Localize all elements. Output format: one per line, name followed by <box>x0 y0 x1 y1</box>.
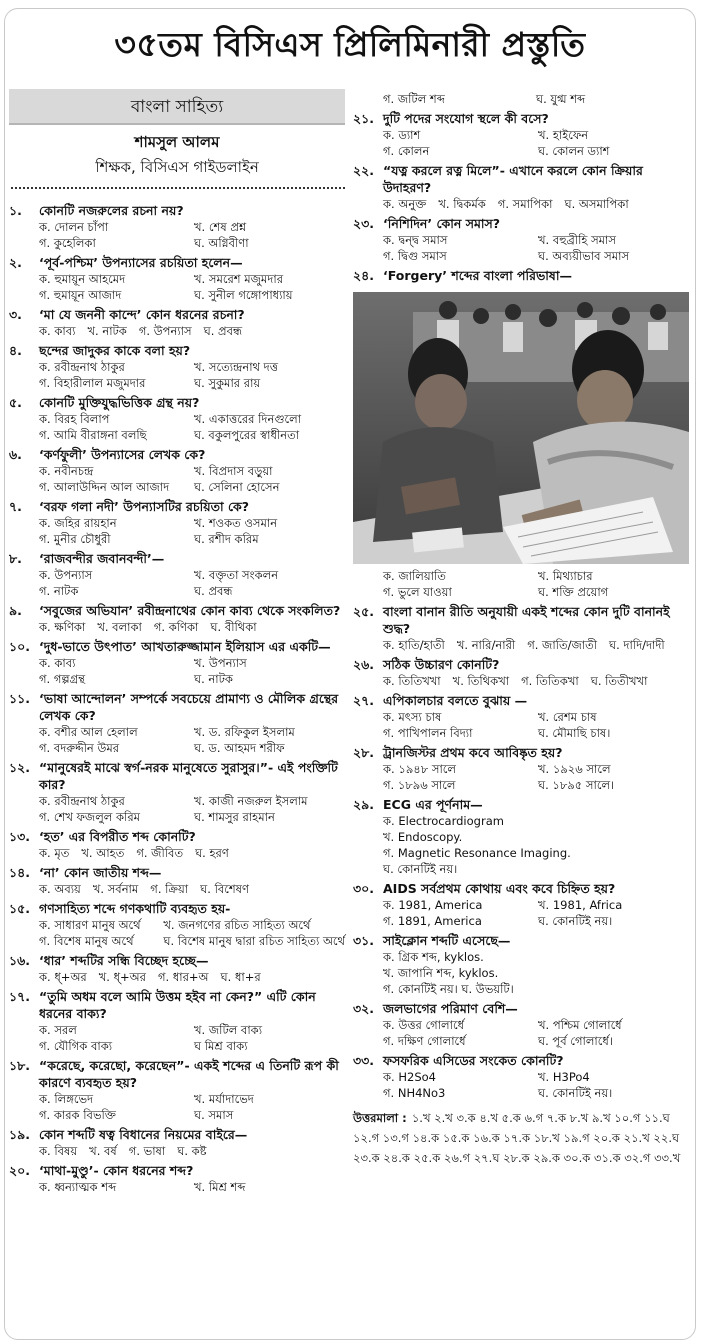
question-number: ১৭. <box>9 989 30 1004</box>
option: ঘ. যুগ্ম শব্দ <box>536 92 586 106</box>
option: খ. নাটক <box>87 324 127 338</box>
options-group <box>383 813 689 877</box>
option: ক. মৎস্য চাষ <box>383 710 442 724</box>
answer-key <box>353 1107 689 1167</box>
option: গ. দক্ষিণ গোলার্ধে <box>383 1034 466 1048</box>
question-group-b <box>353 603 689 1101</box>
question-number: ১. <box>9 203 22 218</box>
option: গ. ক্রিয়া <box>150 882 189 896</box>
options-group <box>39 793 345 825</box>
option: ঘ. প্রবন্ধ <box>194 584 233 598</box>
option: ক. বশীর আল হেলাল <box>39 725 138 739</box>
question-number: ১৩. <box>9 829 30 844</box>
question-number: ২. <box>9 255 22 270</box>
option: খ. রেশম চাষ <box>538 710 597 724</box>
option: ঘ. বীথিকা <box>210 620 257 634</box>
options-group <box>39 463 345 495</box>
option: গ. Magnetic Resonance Imaging. <box>383 846 571 860</box>
options-group <box>383 949 689 997</box>
option: খ. হাইফেন <box>538 128 589 142</box>
question-number: ৯. <box>9 603 22 618</box>
question-item <box>9 394 345 443</box>
option: ক. ক্ষণিকা <box>39 620 86 634</box>
question-item <box>353 692 689 741</box>
question-number: ৩০. <box>353 881 375 896</box>
option: ক. বিরহ বিলাপ <box>39 412 110 426</box>
option: খ. দ্বিকর্মক <box>438 197 486 211</box>
question-item <box>9 254 345 303</box>
question-number: ৩. <box>9 307 22 322</box>
option: ঘ. সুকুমার রায় <box>194 376 261 390</box>
option: গ. জটিল শব্দ <box>383 92 445 106</box>
option: ক. ১৯৪৮ সালে <box>383 762 456 776</box>
question-item <box>9 638 345 687</box>
options-group <box>39 917 345 949</box>
question-number: ৭. <box>9 499 22 514</box>
option: ক. মৃত <box>39 846 70 860</box>
options-group <box>383 127 689 159</box>
option: গ. কণিকা <box>153 620 199 634</box>
options-group <box>39 411 345 443</box>
option: ক. ড্যাশ <box>383 128 421 142</box>
question-item <box>9 498 345 547</box>
question-number: ১২. <box>9 760 30 775</box>
question-item <box>9 446 345 495</box>
option: খ. সর্বনাম <box>92 882 139 896</box>
question-item <box>9 864 345 897</box>
question-text: বাংলা বানান রীতি অনুযায়ী একই শব্দের কোন দুটি বানানই শুদ্ধ? <box>383 604 670 636</box>
option: ঘ. কোলন ড্যাশ <box>538 144 610 158</box>
question-item <box>353 1052 689 1101</box>
question-number: ২০. <box>9 1163 31 1178</box>
option: গ. দ্বিগু সমাস <box>383 249 447 263</box>
question-number: ২৫. <box>353 604 374 619</box>
question-item <box>353 932 689 997</box>
option: ঘ. তিতীখখা <box>590 674 648 688</box>
option: ঘ. ধা+র <box>220 970 261 984</box>
option: খ. শওকত ওসমান <box>194 516 278 530</box>
option: ক. কাব্য <box>39 656 76 670</box>
option: গ. শেখ ফজলুল করিম <box>39 810 141 824</box>
option: ক. গ্রিক শব্দ, kyklos. <box>383 950 484 964</box>
question-item <box>9 759 345 825</box>
option: খ. ১৯২৬ সালে <box>538 762 611 776</box>
option: ঘ. নাটক <box>194 672 233 686</box>
option: গ. জীবিত <box>136 846 184 860</box>
option: ঘ. অগ্নিবীণা <box>194 236 249 250</box>
option: খ. তিথিকখা <box>452 674 510 688</box>
option: খ. বহুব্রীহি সমাস <box>538 233 616 247</box>
question-number: ১৫. <box>9 901 30 916</box>
option: গ. জাতি/জাতী <box>527 638 598 652</box>
option: ক. 1981, America <box>383 898 483 912</box>
question-text: ‘কর্ণফুলী’ উপন্যাসের লেখক কে? <box>39 447 206 462</box>
option: গ. পাখিপালন বিদ্যা <box>383 726 473 740</box>
options-group <box>39 655 345 687</box>
question-number: ২৬. <box>353 657 375 672</box>
question-text: ‘মা যে জননী কান্দে’ কোন ধরনের রচনা? <box>39 307 245 322</box>
option: ঘ. বিশেষণ <box>200 882 249 896</box>
answer-key-label: উত্তরমালা : <box>353 1111 407 1125</box>
question-text: এপিকালচার বলতে বুঝায় — <box>383 693 528 708</box>
option: গ. নাটক <box>39 584 79 598</box>
question-item <box>353 267 689 284</box>
option: ঘ. মৌমাছি চাষ। <box>538 726 611 740</box>
question-text: সাইক্লোন শব্দটি এসেছে— <box>383 933 511 948</box>
option: ক. দোলন চাঁপা <box>39 220 109 234</box>
option: ক. সরল <box>39 1023 77 1037</box>
option: গ. ১৮৯৬ সালে <box>383 778 456 792</box>
question-number: ২১. <box>353 111 374 126</box>
question-item <box>9 1126 345 1159</box>
question-text: ‘মাথা-মুণ্ডু’- কোন ধরনের শব্দ? <box>39 1163 194 1178</box>
option: খ. মিথ্যাচার <box>538 569 593 583</box>
option: গ. কুহেলিকা <box>39 236 96 250</box>
option: খ. নারি/নারী <box>456 638 516 652</box>
question-item <box>9 1057 345 1123</box>
options-group <box>383 897 689 929</box>
option: খ. জাপানি শব্দ, kyklos. <box>383 966 499 980</box>
options-group <box>383 1069 689 1101</box>
question-number: ৬. <box>9 447 22 462</box>
option: ঘ. কোনটিই নয়। <box>383 862 458 876</box>
option: খ. 1981, Africa <box>538 898 623 912</box>
option: ক. হাতি/হাতী <box>383 638 445 652</box>
option: ঘ. বকুলপুরের স্বাধীনতা <box>194 428 300 442</box>
option: ক. অনুক্ত <box>383 197 427 211</box>
option: ক. বিষয় <box>39 1144 78 1158</box>
option: ঘ. শক্তি প্রয়োগ <box>538 585 609 599</box>
option: ঘ. ১৮৯৫ সালে। <box>538 778 615 792</box>
option: ঘ. প্রবন্ধ <box>203 324 243 338</box>
exam-hall-photo <box>353 292 689 564</box>
option: গ. যৌগিক বাক্য <box>39 1039 113 1053</box>
option: খ. মর্যাদাভেদ <box>194 1092 254 1106</box>
option: খ. Endoscopy. <box>383 830 463 844</box>
question-number: ১৮. <box>9 1058 30 1073</box>
options-group <box>39 1091 345 1123</box>
options-group <box>39 1143 345 1159</box>
option: খ. পশ্চিম গোলার্ধে <box>538 1018 622 1032</box>
option: গ. 1891, America <box>383 914 482 928</box>
question-number: ২৭. <box>353 693 375 708</box>
option: ঘ. সমাস <box>194 1108 234 1122</box>
option: ক. ধ্+অর <box>39 970 87 984</box>
option: ঘ. ড. আহমদ শরীফ <box>194 741 285 755</box>
question-text: ‘না’ কোন জাতীয় শব্দ— <box>39 865 162 880</box>
question-text: কোন শব্দটি ষত্ব বিধানের নিয়মের বাইরে— <box>39 1127 248 1142</box>
option: ঘ. পূর্ব গোলার্ধে। <box>538 1034 613 1048</box>
option: ঘ. অসমাপিকা <box>564 197 629 211</box>
question-item <box>353 880 689 929</box>
question-number: ২৩. <box>353 216 375 231</box>
option: ক. কাব্য <box>39 324 76 338</box>
answer-key-text: ১.খ ২.খ ৩.ক ৪.খ ৫.ক ৬.গ ৭.ক ৮.খ ৯.খ ১০.গ ১১.ঘ ১২.গ ১৩.গ ১৪.ক ১৫.ক ১৬.ক ১৭.ক ১৮.খ ১৯.গ ২০.ক ২১.খ ২২.ঘ ২৩.ক ২৪.ক ২৫.ক ২৬.গ ২৭.ঘ ২৮.ক ২৯.ক ৩০.ক ৩১.ক ৩২.গ ৩৩.খ <box>353 1111 681 1165</box>
option: খ. সমরেশ মজুমদার <box>194 272 284 286</box>
question-item <box>9 202 345 251</box>
option: ক. জালিয়াতি <box>383 569 446 583</box>
option: খ. আহত <box>81 846 125 860</box>
question-item <box>353 796 689 877</box>
options-group <box>39 323 345 339</box>
option: গ. NH4No3 <box>383 1086 446 1100</box>
option: গ. বিহারীলাল মজুমদার <box>39 376 146 390</box>
question-item <box>9 690 345 756</box>
question-text: ‘সবুজের অভিযান’ রবীন্দ্রনাথের কোন কাব্য থেকে সংকলিত? <box>39 603 341 618</box>
question-item <box>353 744 689 793</box>
option: গ. হুমায়ূন আজাদ <box>39 288 122 302</box>
question-number: ৮. <box>9 551 22 566</box>
question-number: ২২. <box>353 163 375 178</box>
option: ঘ. সেলিনা হোসেন <box>194 480 280 494</box>
question-number: ৪. <box>9 343 22 358</box>
options-group <box>39 515 345 547</box>
question-item <box>353 1000 689 1049</box>
options-group <box>383 761 689 793</box>
options-group <box>39 845 345 861</box>
options-group <box>39 359 345 391</box>
option: গ. বিশেষ মানুষ অর্থে <box>39 934 134 948</box>
question-item <box>9 900 345 949</box>
option: গ. আমি বীরাঙ্গনা বলছি <box>39 428 147 442</box>
option: ঘ মিশ্র বাক্য <box>194 1039 248 1053</box>
option: ক. রবীন্দ্রনাথ ঠাকুর <box>39 360 125 374</box>
question-item <box>9 988 345 1054</box>
question-number: ২৯. <box>353 797 374 812</box>
option: ক. দ্বন্দ্ব সমাস <box>383 233 448 247</box>
option: ঘ. অব্যয়ীভাব সমাস <box>538 249 630 263</box>
question-text: ‘হত’ এর বিপরীত শব্দ কোনটি? <box>39 829 196 844</box>
option: ক. অব্যয় <box>39 882 81 896</box>
option: খ. মিশ্র শব্দ <box>194 1180 246 1194</box>
question-text: “তুমি অধম বলে আমি উত্তম হইব না কেন?” এটি কোন ধরনের বাক্য? <box>39 989 316 1021</box>
question-number: ১৯. <box>9 1127 30 1142</box>
option: ঘ. দাদি/দাদী <box>609 638 665 652</box>
dotted-divider <box>11 187 345 189</box>
option: খ. H3Po4 <box>538 1070 590 1084</box>
option: খ. কাজী নজরুল ইসলাম <box>194 794 308 808</box>
author-role: শিক্ষক, বিসিএস গাইডলাইন <box>95 158 259 176</box>
options-group <box>383 637 689 653</box>
option: খ. উপন্যাস <box>194 656 247 670</box>
question-item <box>9 306 345 339</box>
option: ঘ. কষ্ট <box>177 1144 207 1158</box>
option: খ. শেষ প্রশ্ন <box>194 220 247 234</box>
option: গ. ভাষা <box>128 1144 166 1158</box>
option: ঘ. শামসুর রাহমান <box>194 810 275 824</box>
question-text: ছন্দের জাদুকর কাকে বলা হয়? <box>39 343 191 358</box>
options-group <box>383 673 689 689</box>
option: ক. H2So4 <box>383 1070 436 1084</box>
question-number: ৩২. <box>353 1001 375 1016</box>
question-number: ২৮. <box>353 745 374 760</box>
option: ক. উপন্যাস <box>39 568 93 582</box>
option: খ. বর্ষ <box>89 1144 117 1158</box>
option: গ. কারক বিভক্তি <box>39 1108 116 1122</box>
right-column <box>353 91 689 1167</box>
options-group <box>383 232 689 264</box>
option: খ. বলাকা <box>97 620 142 634</box>
option: খ. সত্যেন্দ্রনাথ দত্ত <box>194 360 278 374</box>
options-group <box>39 881 345 897</box>
option: খ. একাত্তরের দিনগুলো <box>194 412 302 426</box>
option: খ. ধ্+অর <box>98 970 146 984</box>
option: গ. কোলন <box>383 144 430 158</box>
option: গ. ভুলে যাওয়া <box>383 585 452 599</box>
question-number: ৩৩. <box>353 1053 375 1068</box>
options-group <box>39 619 345 635</box>
question-text: “যত্ন করলে রত্ন মিলে”- এখানে করলে কোন ক্রিয়ার উদাহরণ? <box>383 163 643 195</box>
option: ক. লিঙ্গভেদ <box>39 1092 94 1106</box>
question-item <box>9 828 345 861</box>
page-title: ৩৫তম বিসিএস প্রিলিমিনারী প্রস্তুতি <box>114 25 586 64</box>
options-group <box>39 724 345 756</box>
option: গ. মুনীর চৌধুরী <box>39 532 111 546</box>
option: ঘ. সুনীল গঙ্গোপাধ্যায় <box>194 288 293 302</box>
option: ক. রবীন্দ্রনাথ ঠাকুর <box>39 794 125 808</box>
option: গ. সমাপিকা <box>497 197 553 211</box>
question-text: AIDS সর্বপ্রথম কোথায় এবং কবে চিহ্নিত হয়? <box>383 881 616 896</box>
options-group <box>39 1179 345 1195</box>
q20-continued-options <box>383 91 689 107</box>
left-column <box>9 199 345 1195</box>
newspaper-page <box>4 8 696 1340</box>
option: খ. জটিল বাক্য <box>194 1023 263 1037</box>
options-group <box>383 196 689 212</box>
question-text: ‘ভাষা আন্দোলন’ সম্পর্কে সবচেয়ে প্রামাণ্য ও মৌলিক গ্রন্থের লেখক কে? <box>39 691 339 723</box>
option: খ. বিপ্রদাস বড়ুয়া <box>194 464 273 478</box>
option: গ. উপন্যাস <box>138 324 192 338</box>
options-group <box>39 567 345 599</box>
question-item <box>353 656 689 689</box>
option: গ. গল্পগ্রন্থ <box>39 672 85 686</box>
question-text: ‘নিশিদিন’ কোন সমাস? <box>383 216 501 231</box>
option: ঘ. কোনটিই নয়। <box>538 914 613 928</box>
option: ক. Electrocardiogram <box>383 814 504 828</box>
options-group <box>383 1017 689 1049</box>
option: গ. ধার+অ <box>157 970 209 984</box>
option: ঘ. হরণ <box>195 846 229 860</box>
question-text: “করেছে, করেছো, করেছেন”- একই শব্দের এ তিনটি রূপ কী কারণে ব্যবহৃত হয়? <box>39 1058 339 1090</box>
question-number: ৩১. <box>353 933 374 948</box>
question-group-a <box>353 110 689 284</box>
question-text: কোনটি মুক্তিযুদ্ধভিত্তিক গ্রন্থ নয়? <box>39 395 200 410</box>
question-number: ১৪. <box>9 865 30 880</box>
question-text: দুটি পদের সংযোগ স্থলে কী বসে? <box>383 111 549 126</box>
question-number: ১০. <box>9 639 30 654</box>
question-item <box>9 952 345 985</box>
question-number: ৫. <box>9 395 22 410</box>
author-name: শামসুল আলম <box>134 133 220 151</box>
options-group <box>39 969 345 985</box>
question-text: ‘দুধ-ভাতে উৎপাত’ আখতারুজ্জামান ইলিয়াস এর একটি— <box>39 639 331 654</box>
options-group <box>39 271 345 303</box>
topic-label: বাংলা সাহিত্য <box>130 97 224 117</box>
question-text: ট্রানজিস্টর প্রথম কবে আবিষ্কৃত হয়? <box>383 745 563 760</box>
option: ক. উত্তর গোলার্ধে <box>383 1018 465 1032</box>
option: খ. বক্তৃতা সংকলন <box>194 568 279 582</box>
question-item <box>9 550 345 599</box>
option: গ. তিতিকখা <box>521 674 579 688</box>
question-number: ১১. <box>9 691 30 706</box>
option: ক. নবীনচন্দ্র <box>39 464 94 478</box>
question-text: জলভাগের পরিমাণ বেশি— <box>383 1001 518 1016</box>
question-text: ‘পূর্ব-পশ্চিম’ উপন্যাসের রচয়িতা হলেন— <box>39 255 243 270</box>
question-item <box>353 110 689 159</box>
question-text: ‘রাজবন্দীর জবানবন্দী’— <box>39 551 165 566</box>
option: গ. কোনটিই নয়। ঘ. উভয়টি। <box>383 982 514 996</box>
question-number: ২৪. <box>353 268 374 283</box>
question-item <box>9 1162 345 1195</box>
question-text: গণসাহিত্য শব্দে গণকথাটি ব্যবহৃত হয়- <box>39 901 231 916</box>
option: ক. তিতিখখা <box>383 674 441 688</box>
question-text: ‘বরফ গলা নদী’ উপন্যাসটির রচয়িতা কে? <box>39 499 250 514</box>
question-item <box>9 342 345 391</box>
option: খ. ড. রফিকুল ইসলাম <box>194 725 295 739</box>
question-number: ১৬. <box>9 953 30 968</box>
option: ঘ. কোনটিই নয়। <box>538 1086 613 1100</box>
option: ঘ. বিশেষ মানুষ দ্বারা রচিত সাহিত্য অর্থে <box>163 934 345 948</box>
question-item <box>9 602 345 635</box>
option: ক. হুমায়ূন আহমেদ <box>39 272 126 286</box>
option: খ. জনগণের রচিত সাহিত্য অর্থে <box>163 918 311 932</box>
question-text: কোনটি নজরুলের রচনা নয়? <box>39 203 184 218</box>
option: ক. জহির রায়হান <box>39 516 117 530</box>
topic-banner <box>9 89 345 125</box>
options-group <box>39 219 345 251</box>
option: ঘ. রশীদ করিম <box>194 532 259 546</box>
options-group <box>39 1022 345 1054</box>
option: ক. সাধারণ মানুষ অর্থে <box>39 918 141 932</box>
option: গ. আলাউদ্দিন আল আজাদ <box>39 480 170 494</box>
question-text: সঠিক উচ্চারণ কোনটি? <box>383 657 500 672</box>
question-item <box>353 215 689 264</box>
question-text: “মানুষেরই মাঝে স্বর্গ-নরক মানুষেতে সুরাসুর।”- এই পংক্তিটি কার? <box>39 760 338 792</box>
option: গ. বদরুদ্দীন উমর <box>39 741 120 755</box>
options-group <box>383 709 689 741</box>
question-text: ফসফরিক এসিডের সংকেত কোনটি? <box>383 1053 564 1068</box>
question-item <box>353 162 689 212</box>
question-item <box>353 603 689 653</box>
question-text: ECG এর পূর্ণনাম— <box>383 797 483 812</box>
question-text: ‘Forgery’ শব্দের বাংলা পরিভাষা— <box>383 268 572 283</box>
option: ক. ধ্বন্যাত্মক শব্দ <box>39 1180 117 1194</box>
q24-options <box>383 568 689 600</box>
question-text: ‘ধার’ শব্দটির সন্ধি বিচ্ছেদ হচ্ছে— <box>39 953 209 968</box>
